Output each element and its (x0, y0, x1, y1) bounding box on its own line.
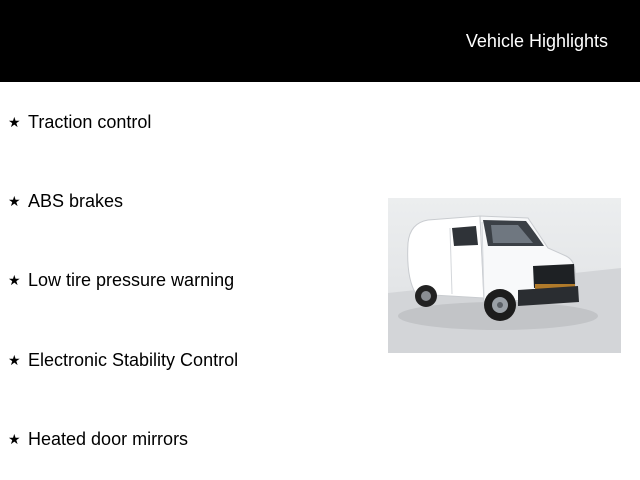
feature-label: Traction control (28, 111, 152, 132)
list-item (8, 189, 123, 213)
star-icon: ★ (8, 193, 21, 209)
feature-label: Heated door mirrors (28, 428, 189, 449)
star-icon: ★ (8, 431, 21, 447)
star-icon: ★ (8, 114, 21, 130)
list-item (8, 110, 151, 134)
page-title: Vehicle Highlights (465, 31, 608, 51)
feature-label: Low tire pressure warning (28, 269, 235, 290)
feature-label: Electronic Stability Control (28, 349, 239, 370)
vehicle-photo (388, 198, 621, 353)
van-illustration (388, 198, 621, 353)
list-item (8, 268, 234, 292)
star-icon: ★ (8, 272, 21, 288)
list-item (8, 427, 188, 451)
header-bar (0, 0, 640, 82)
feature-label: ABS brakes (28, 190, 124, 211)
star-icon: ★ (8, 352, 21, 368)
list-item (8, 348, 238, 372)
